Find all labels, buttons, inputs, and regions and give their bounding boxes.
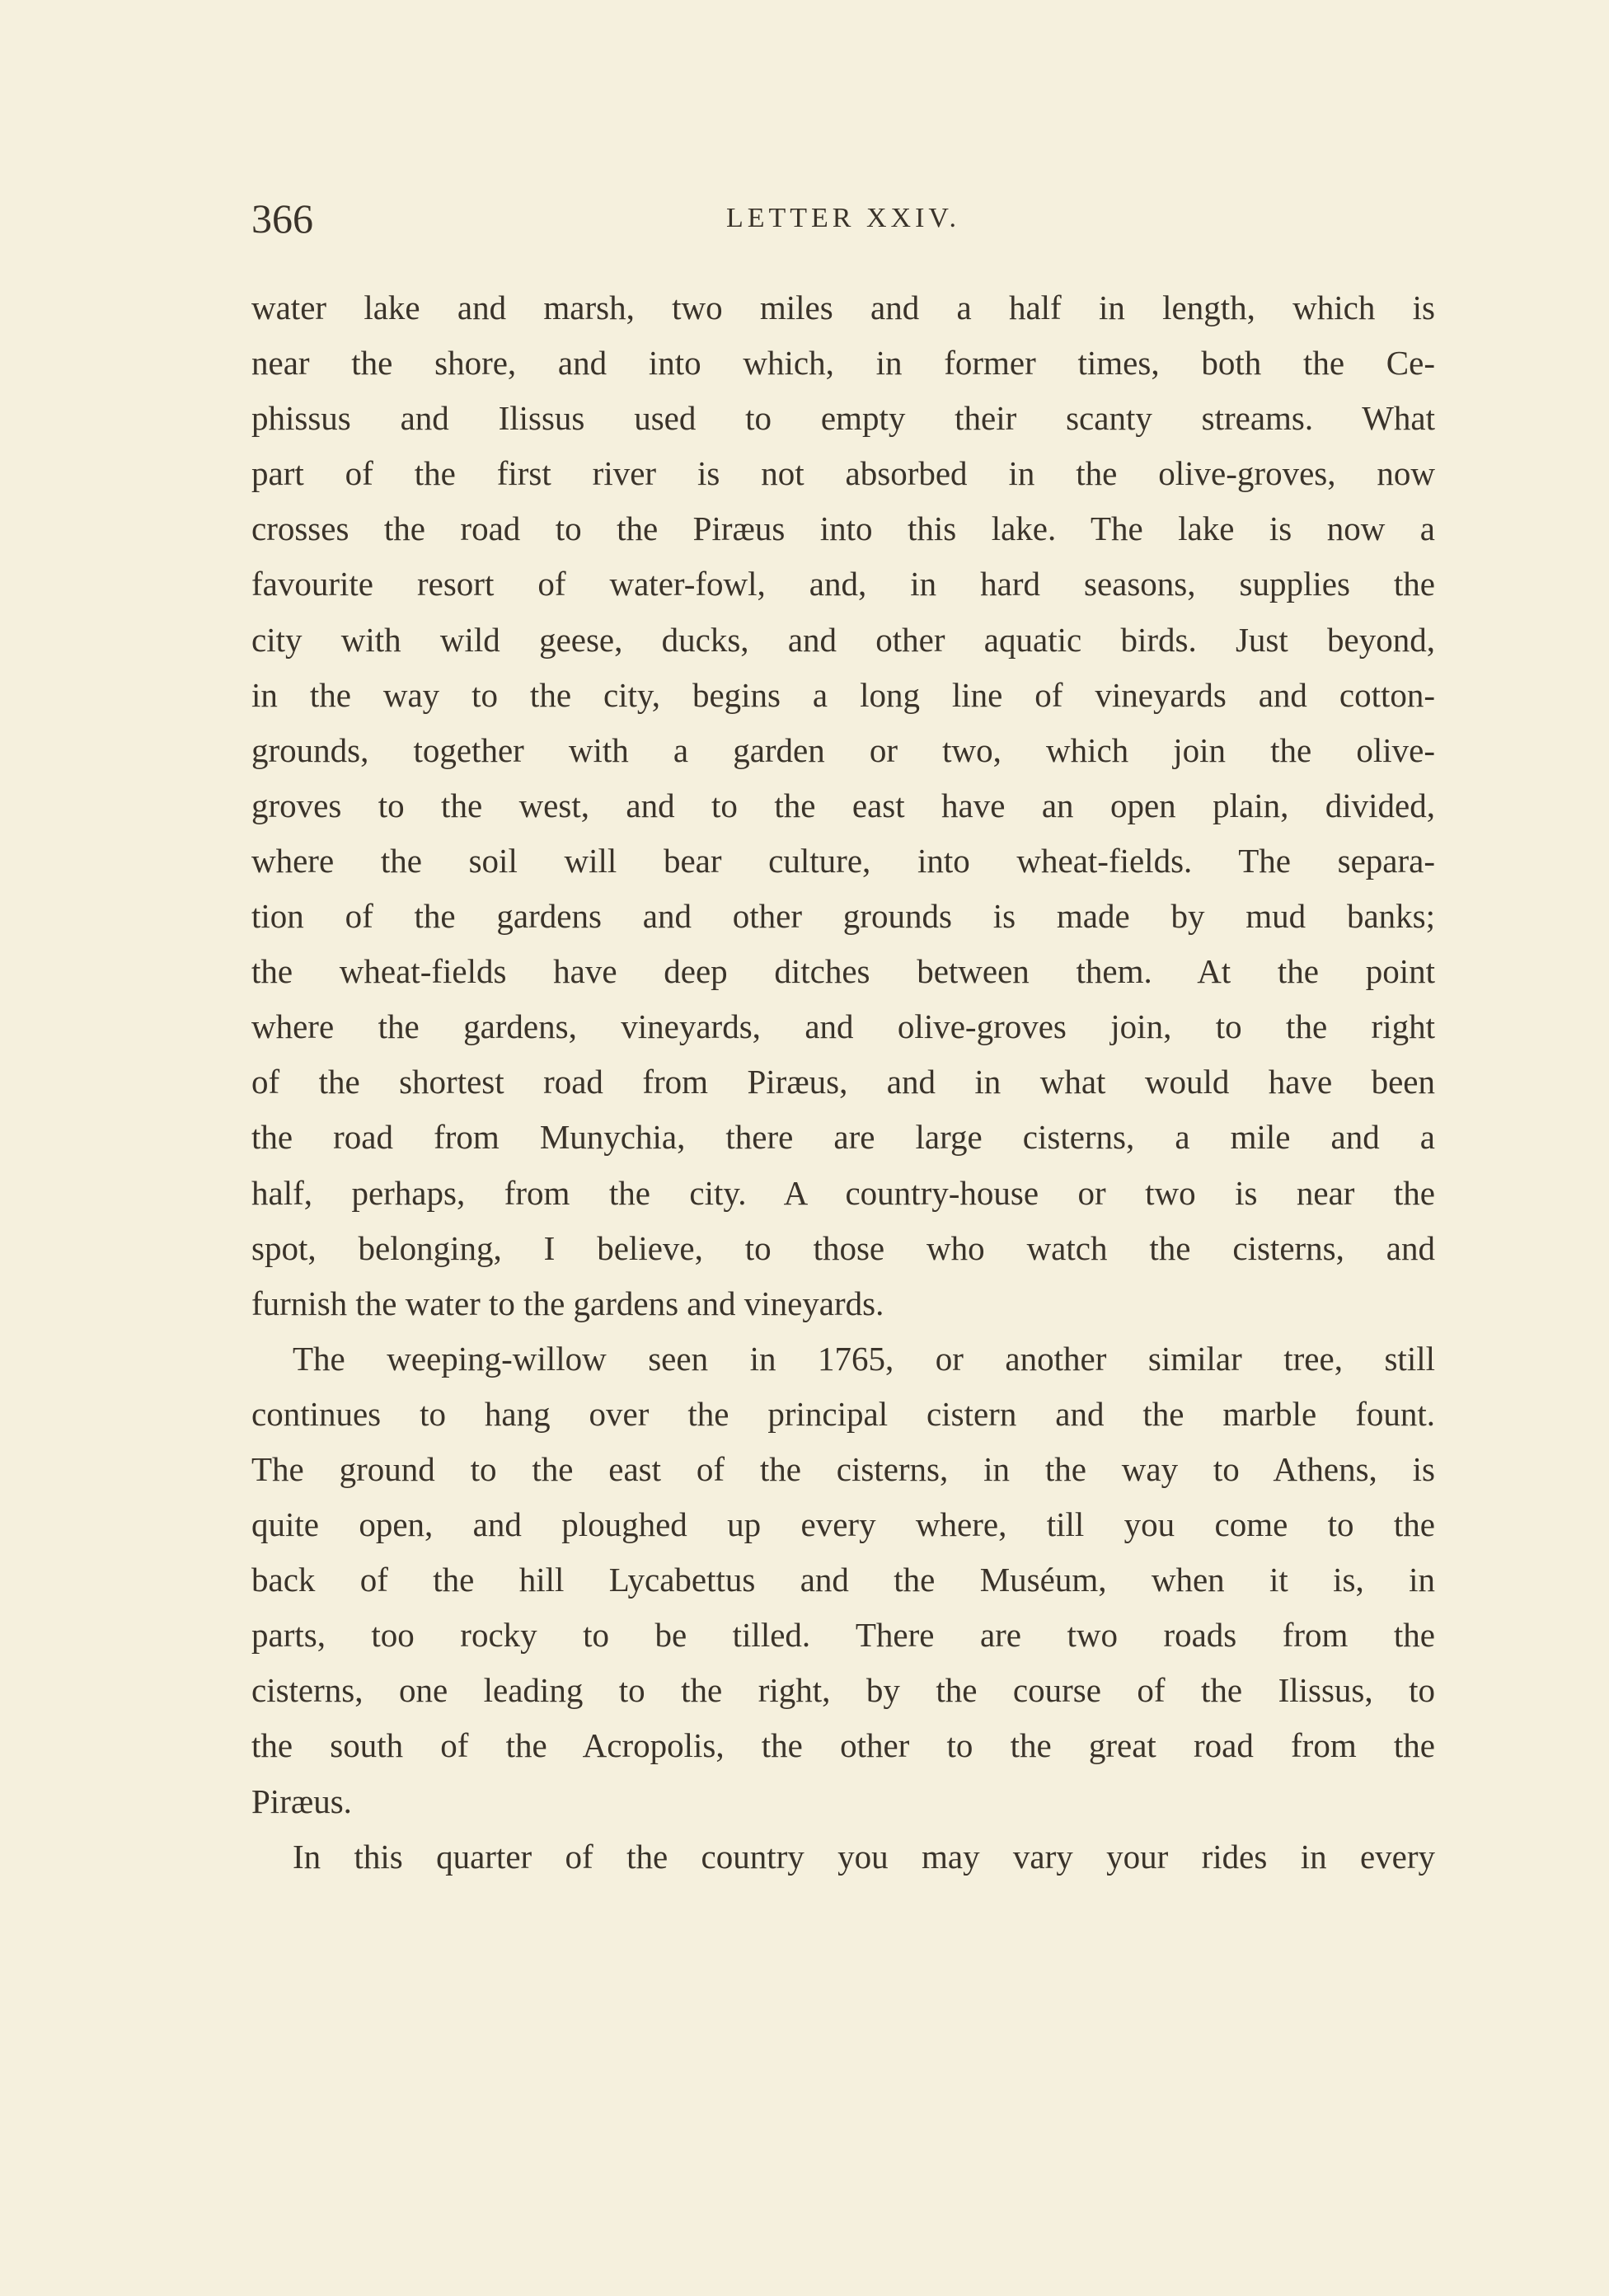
text-line: part of the first river is not absorbed in the olive-groves, now xyxy=(251,454,1435,493)
text-line: half, perhaps, from the city. A country-house or two is near the xyxy=(251,1173,1435,1212)
text-line: crosses the road to the Piræus into this lake. The lake is now a xyxy=(251,509,1435,548)
text-line: parts, too rocky to be tilled. There are two roads from the xyxy=(251,1616,1435,1655)
text-line: quite open, and ploughed up every where, till you come to the xyxy=(251,1505,1435,1544)
text-line: of the shortest road from Piræus, and in what would have been xyxy=(251,1063,1435,1101)
page-number: 366 xyxy=(251,195,313,242)
text-line: furnish the water to the gardens and vineyards. xyxy=(251,1284,884,1322)
text-line: the south of the Acropolis, the other to the great road from the xyxy=(251,1726,1435,1765)
page-header xyxy=(251,195,1435,244)
text-line: continues to hang over the principal cistern and the marble fount. xyxy=(251,1394,1435,1433)
text-line: the road from Munychia, there are large cisterns, a mile and a xyxy=(251,1118,1435,1157)
text-line: spot, belonging, I believe, to those who watch the cisterns, and xyxy=(251,1228,1435,1267)
text-line: the wheat-fields have deep ditches between them. At the point xyxy=(251,952,1435,991)
text-line: in the way to the city, begins a long line of vineyards and cotton- xyxy=(251,675,1435,714)
text-line: Piræus. xyxy=(251,1782,352,1820)
text-line: In this quarter of the country you may vary your rides in every xyxy=(293,1837,1435,1876)
text-line: city with wild geese, ducks, and other aquatic birds. Just beyond, xyxy=(251,620,1435,659)
running-title: LETTER XXIV. xyxy=(725,203,961,233)
text-line: phissus and Ilissus used to empty their scanty streams. What xyxy=(251,399,1435,438)
text-line: favourite resort of water-fowl, and, in hard seasons, supplies the xyxy=(251,565,1435,603)
text-line: water lake and marsh, two miles and a half in length, which is xyxy=(251,289,1435,326)
text-line: grounds, together with a garden or two, which join the olive- xyxy=(251,730,1435,769)
page-body xyxy=(251,284,1435,1889)
text-line: The weeping-willow seen in 1765, or another similar tree, still xyxy=(293,1339,1435,1378)
text-line: tion of the gardens and other grounds is made by mud banks; xyxy=(251,897,1435,936)
text-line: groves to the west, and to the east have an open plain, divided, xyxy=(251,786,1435,824)
text-line: back of the hill Lycabettus and the Muséum, when it is, in xyxy=(251,1561,1435,1599)
text-line: near the shore, and into which, in former times, both the Ce- xyxy=(251,344,1435,383)
text-line: The ground to the east of the cisterns, in the way to Athens, is xyxy=(251,1449,1435,1488)
text-line: where the gardens, vineyards, and olive-groves join, to the right xyxy=(251,1007,1435,1046)
text-line: where the soil will bear culture, into wheat-fields. The separa- xyxy=(251,841,1435,880)
text-line: cisterns, one leading to the right, by the course of the Ilissus, to xyxy=(251,1671,1435,1710)
